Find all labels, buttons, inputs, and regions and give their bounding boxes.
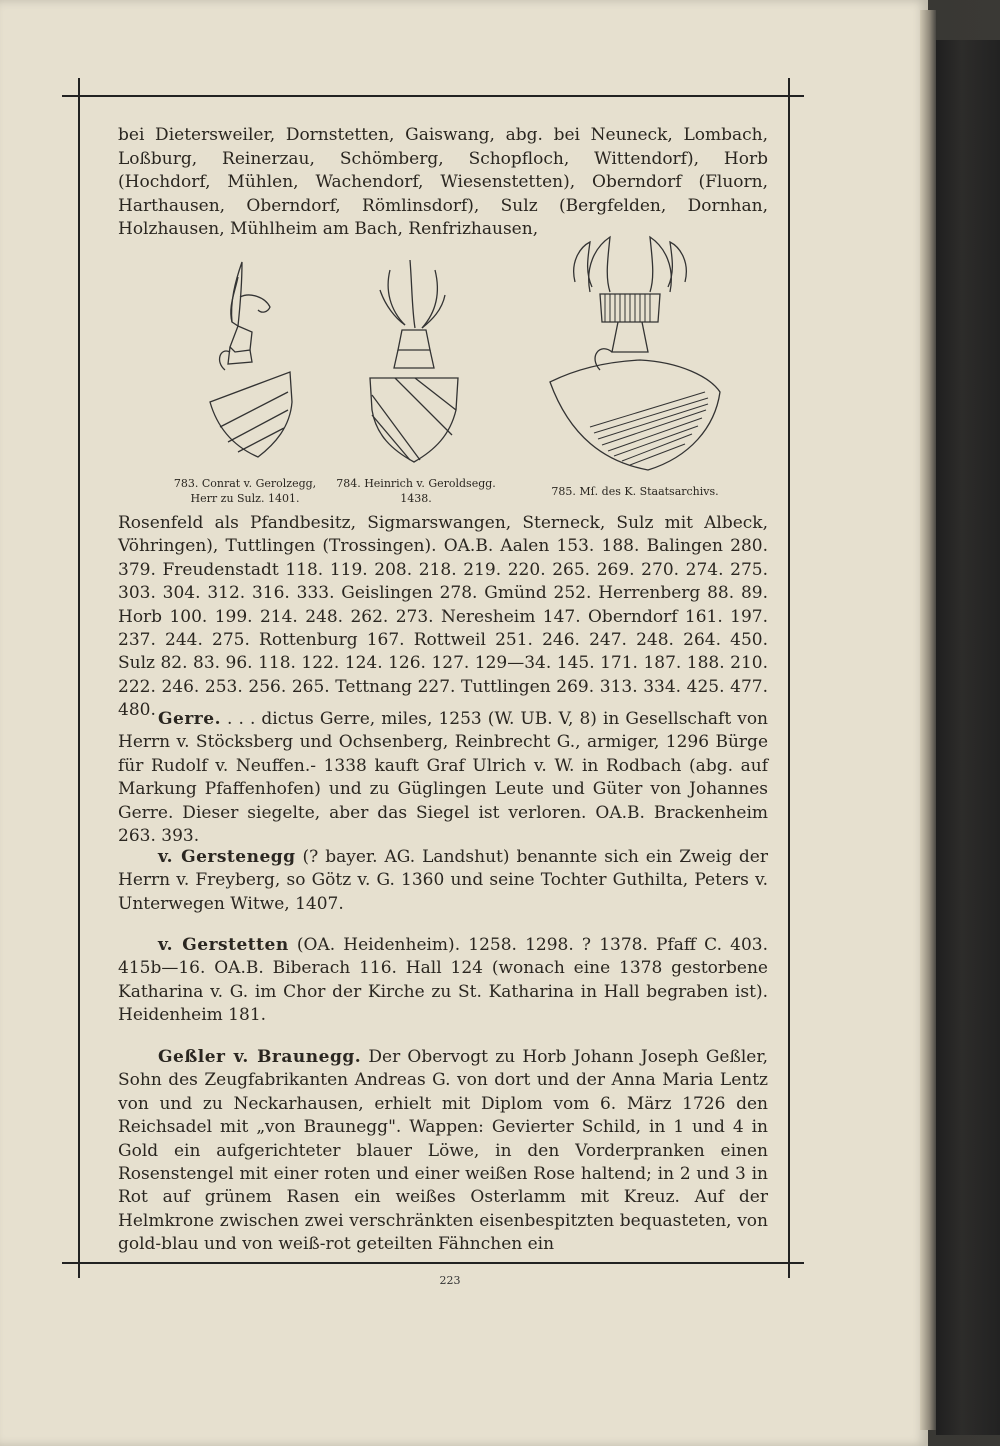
entry-gerstetten	[118, 934, 768, 1028]
entry-gerstenegg	[118, 846, 768, 916]
book-cover-board	[936, 40, 1000, 1435]
entry-gessler	[118, 1046, 768, 1257]
figure-785-caption	[520, 484, 750, 499]
entry-gessler-heading: Geßler v. Braunegg.	[158, 1047, 362, 1067]
entry-gerstetten-heading: v. Gerstetten	[158, 935, 289, 955]
frame-bottom-rule	[62, 1262, 804, 1264]
frame-left-rule	[78, 78, 80, 1278]
figure-783-caption-line1: 783. Conrat v. Gerolzegg,	[173, 477, 317, 490]
coat-of-arms-785-icon	[530, 232, 730, 477]
figure-783-caption	[150, 476, 340, 506]
figure-785-caption-line1: 785. Mſ. des K. Staatsarchivs.	[551, 485, 719, 498]
entry-gerstenegg-body: (? bayer. AG. Landshut) benannte sich ein Zweig der Herrn v. Freyberg, so Götz v. G. 1360 und seine Tochter Guthilta, Peters v. Unterwegen Witwe, 1407.	[118, 847, 768, 914]
entry-gerre-body: . . . dictus Gerre, miles, 1253 (W. UB. V, 8) in Gesellschaft von Herrn v. Stöcksberg und Ochsenberg, Reinbrecht G., armiger, 1296 Bürge für Rudolf v. Neuffen.- 1338 kauft Graf Ulrich v. W. in Rodbach (abg. auf Markung Pfaffenhofen) und zu Güglingen Leute und Güter von Johannes Gerre. Dieser siegelte, aber das Siegel ist verloren. OA.B. Brackenheim 263. 393.	[118, 709, 768, 847]
frame-top-rule	[62, 95, 804, 97]
coat-of-arms-783-icon	[180, 252, 310, 472]
intro-paragraph: bei Dietersweiler, Dornstetten, Gaiswang, abg. bei Neuneck, Lombach, Loßburg, Reinerzau, Schömberg, Schopfloch, Wittendorf), Horb (Hochdorf, Mühlen, Wachendorf, Wiesenstetten), Oberndorf (Fluorn, Harthausen, Oberndorf, Römlinsdorf), Sulz (Bergfelden, Dornhan, Holzhausen, Mühlheim am Bach, Renfrizhausen,	[118, 125, 768, 240]
page-edge	[920, 10, 936, 1430]
figure-784-caption-line1: 784. Heinrich v. Geroldsegg.	[336, 477, 496, 490]
entry-gessler-body: Der Obervogt zu Horb Johann Joseph Geßler, Sohn des Zeugfabrikanten Andreas G. von dort und der Anna Maria Lentz von und zu Neckarhausen, erhielt mit Diplom vom 6. März 1726 den Reichsadel mit „von Braunegg". Wappen: Gevierter Schild, in 1 und 4 in Gold ein aufgerichteter blauer Löwe, in den Vorderpranken einen Rosenstengel mit einer roten und einer weißen Rose haltend; in 2 und 3 in Rot auf grünem Rasen ein weißes Osterlamm mit Kreuz. Auf der Helmkrone zwischen zwei verschränkten eisenbespitzten bequasteten, von gold-blau und von weiß-rot geteilten Fähnchen ein	[118, 1047, 768, 1255]
entry-gerre	[118, 708, 768, 848]
entry-gerstetten-body: (OA. Heidenheim). 1258. 1298. ? 1378. Pfaff C. 403. 415b—16. OA.B. Biberach 116. Hall 124 (wonach eine 1378 gestorbene Katharina v. G. im Chor der Kirche zu St. Katharina in Hall begraben ist). Heidenheim 181.	[118, 935, 768, 1026]
entry-gerstenegg-heading: v. Gerstenegg	[158, 847, 296, 867]
coat-of-arms-784-icon	[350, 250, 480, 470]
figure-783-caption-line2: Herr zu Sulz. 1401.	[190, 492, 300, 505]
figure-784-caption-line2: 1438.	[400, 492, 432, 505]
figure-784-caption	[336, 476, 496, 506]
page-number: 223	[439, 1274, 461, 1287]
locations-paragraph: Rosenfeld als Pfandbesitz, Sigmarswangen, Sterneck, Sulz mit Albeck, Vöhringen), Tuttlingen (Trossingen). OA.B. Aalen 153. 188. Balingen 280. 379. Freudenstadt 118. 119. 208. 218. 219. 220. 265. 269. 270. 274. 275. 303. 304. 312. 316. 333. Geislingen 278. Gmünd 252. Herrenberg 88. 89. Horb 100. 199. 214. 248. 262. 273. Neresheim 147. Oberndorf 161. 197. 237. 244. 275. Rottenburg 167. Rottweil 251. 246. 247. 248. 264. 450. Sulz 82. 83. 96. 118. 122. 124. 126. 127. 129—34. 145. 171. 187. 188. 210. 222. 246. 253. 256. 265. Tettnang 227. Tuttlingen 269. 313. 334. 425. 477. 480.	[118, 513, 768, 721]
frame-right-rule	[788, 78, 790, 1278]
entry-gerre-heading: Gerre.	[158, 709, 221, 729]
